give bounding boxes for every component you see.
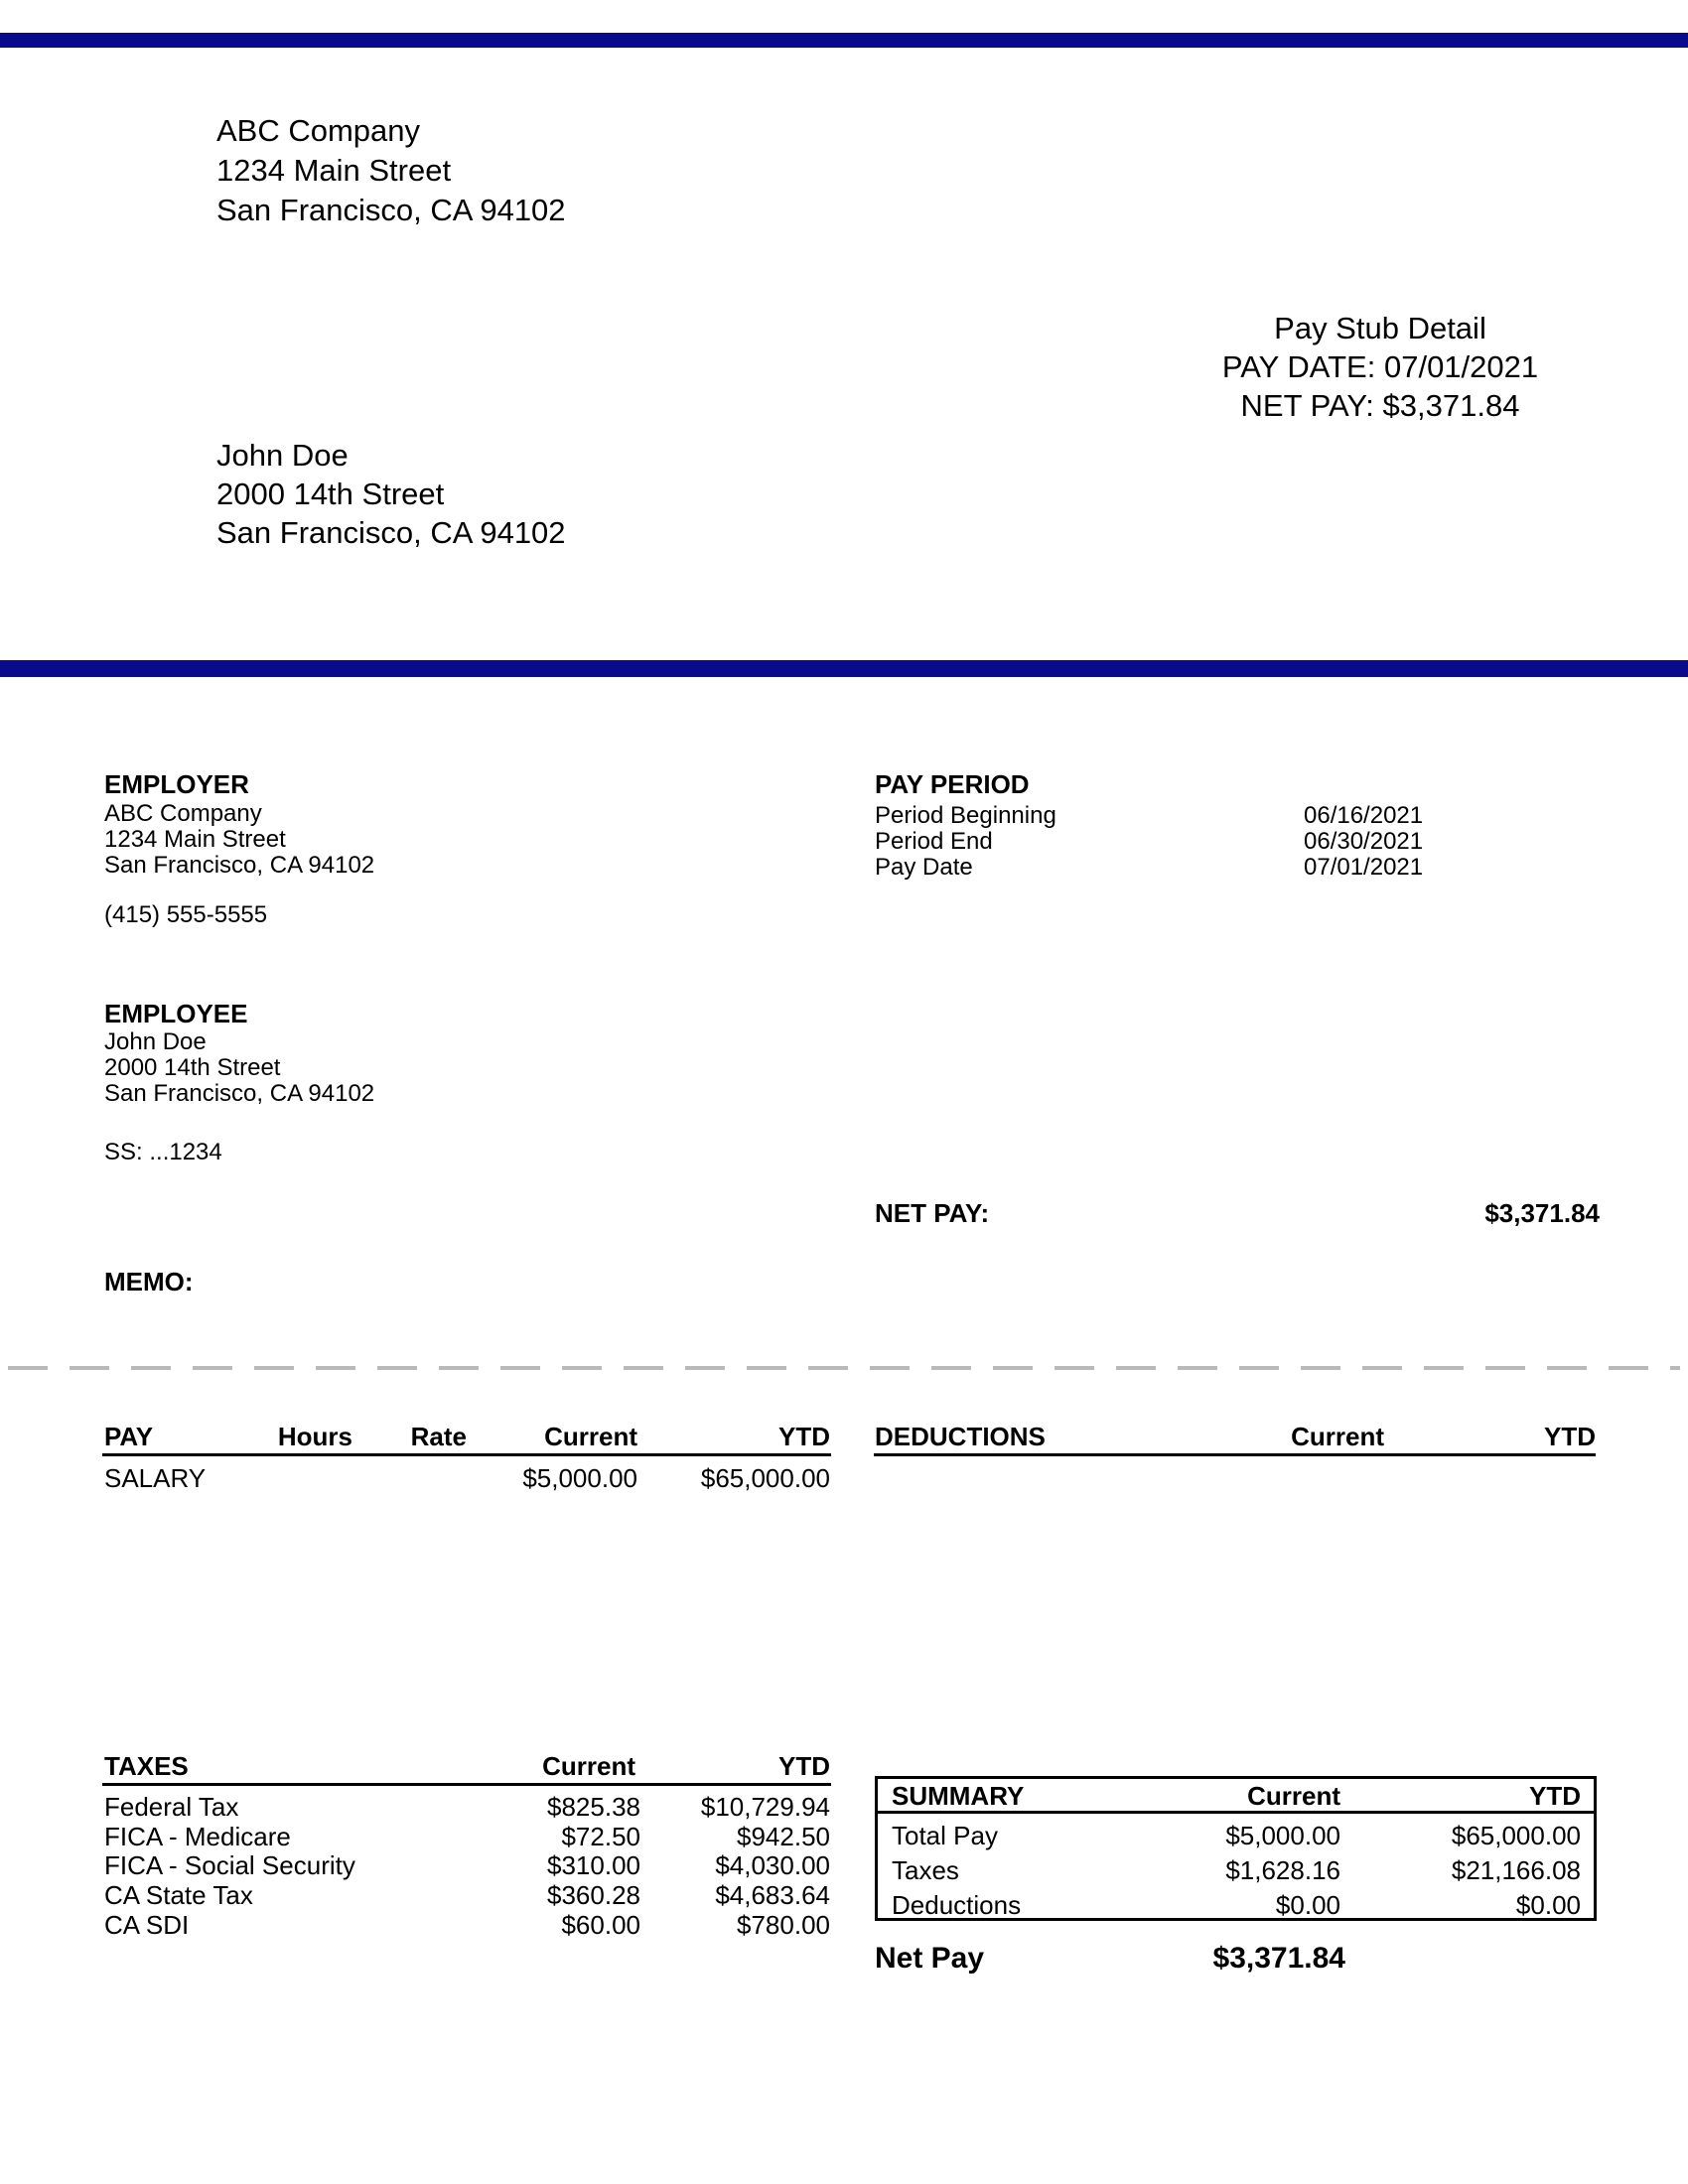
taxes-header-name: TAXES bbox=[104, 1751, 189, 1781]
pay-row-name: SALARY bbox=[104, 1463, 207, 1493]
deductions-header-current: Current bbox=[1291, 1422, 1384, 1451]
table-row bbox=[104, 1881, 831, 1911]
tax-current: $825.38 bbox=[547, 1792, 640, 1822]
period-beginning-label: Period Beginning bbox=[875, 802, 1056, 829]
company-street: 1234 Main Street bbox=[216, 153, 452, 188]
netpay-row-label: NET PAY: bbox=[875, 1198, 990, 1228]
employee-ssn: SS: ...1234 bbox=[104, 1139, 222, 1165]
summary-row-name: Taxes bbox=[892, 1855, 959, 1885]
tax-ytd: $10,729.94 bbox=[700, 1792, 830, 1822]
employee-section-city: San Francisco, CA 94102 bbox=[104, 1080, 375, 1107]
summary-box bbox=[875, 1776, 1597, 1921]
summary-row-name: Total Pay bbox=[892, 1821, 998, 1850]
net-pay-line bbox=[1182, 386, 1579, 425]
employee-section-street: 2000 14th Street bbox=[104, 1054, 281, 1081]
summary-netpay-value: $3,371.84 bbox=[1212, 1942, 1345, 1975]
table-row bbox=[878, 1888, 1594, 1923]
top-accent-bar bbox=[0, 33, 1688, 48]
table-row bbox=[104, 1793, 831, 1823]
tax-name: FICA - Social Security bbox=[104, 1850, 355, 1881]
company-address-block bbox=[216, 111, 566, 230]
summary-row-ytd: $65,000.00 bbox=[1451, 1821, 1581, 1850]
netpay-row-value: $3,371.84 bbox=[1484, 1198, 1600, 1228]
tax-ytd: $4,683.64 bbox=[715, 1880, 830, 1911]
middle-accent-bar bbox=[0, 660, 1688, 677]
employer-phone: (415) 555-5555 bbox=[104, 901, 268, 928]
tax-name: CA State Tax bbox=[104, 1880, 253, 1911]
summary-header-ytd: YTD bbox=[1529, 1781, 1581, 1811]
summary-rows bbox=[878, 1814, 1594, 1923]
table-row bbox=[104, 1911, 831, 1941]
net-pay-label: NET PAY: bbox=[1240, 388, 1374, 423]
net-pay-value: $3,371.84 bbox=[1382, 388, 1520, 423]
employee-street: 2000 14th Street bbox=[216, 477, 445, 511]
period-end-label: Period End bbox=[875, 828, 993, 855]
summary-row-name: Deductions bbox=[892, 1890, 1022, 1920]
employee-name: John Doe bbox=[216, 438, 349, 473]
summary-row-current: $1,628.16 bbox=[1225, 1855, 1340, 1885]
tax-current: $72.50 bbox=[561, 1821, 640, 1851]
summary-row-ytd: $21,166.08 bbox=[1451, 1855, 1581, 1885]
summary-row-current: $5,000.00 bbox=[1225, 1821, 1340, 1850]
employee-city: San Francisco, CA 94102 bbox=[216, 515, 566, 550]
employer-section-heading: EMPLOYER bbox=[104, 769, 249, 799]
tax-ytd: $780.00 bbox=[737, 1909, 830, 1940]
pay-table-header-rate: Rate bbox=[410, 1422, 467, 1451]
taxes-header-rule bbox=[102, 1783, 831, 1786]
pay-table-header-rule bbox=[102, 1453, 831, 1456]
memo-label: MEMO: bbox=[104, 1267, 194, 1297]
employer-section-address bbox=[104, 801, 374, 879]
taxes-header-current: Current bbox=[542, 1751, 635, 1781]
tax-current: $360.28 bbox=[547, 1880, 640, 1911]
pay-date-value: 07/01/2021 bbox=[1383, 349, 1539, 384]
employee-section-heading: EMPLOYEE bbox=[104, 999, 248, 1028]
tax-ytd: $942.50 bbox=[737, 1821, 830, 1851]
table-row bbox=[104, 1851, 831, 1881]
company-name: ABC Company bbox=[216, 113, 421, 148]
pay-date-row-value: 07/01/2021 bbox=[1304, 854, 1424, 881]
tax-current: $310.00 bbox=[547, 1850, 640, 1881]
deductions-header-rule bbox=[874, 1453, 1596, 1456]
pay-date-label: PAY DATE: bbox=[1221, 349, 1376, 384]
pay-date-row-label: Pay Date bbox=[875, 854, 973, 881]
pay-stub-title: Pay Stub Detail bbox=[1274, 311, 1486, 345]
employee-section-name: John Doe bbox=[104, 1028, 207, 1055]
period-beginning-value: 06/16/2021 bbox=[1304, 802, 1424, 829]
pay-row-ytd: $65,000.00 bbox=[700, 1463, 830, 1493]
summary-row-ytd: $0.00 bbox=[1515, 1890, 1581, 1920]
period-end-value: 06/30/2021 bbox=[1304, 828, 1424, 855]
pay-table-header-hours: Hours bbox=[277, 1422, 352, 1451]
table-row bbox=[878, 1853, 1594, 1888]
employee-address-block bbox=[216, 436, 566, 552]
perforation-dashed-line bbox=[8, 1366, 1680, 1370]
tax-name: Federal Tax bbox=[104, 1792, 239, 1822]
taxes-header-ytd: YTD bbox=[778, 1751, 830, 1781]
deductions-header-name: DEDUCTIONS bbox=[875, 1422, 1046, 1451]
pay-date-line bbox=[1182, 347, 1579, 386]
employee-section-address bbox=[104, 1029, 374, 1107]
employer-name: ABC Company bbox=[104, 800, 262, 827]
summary-netpay-label: Net Pay bbox=[875, 1942, 985, 1975]
pay-stub-detail-block bbox=[1182, 309, 1579, 425]
employer-city: San Francisco, CA 94102 bbox=[104, 852, 375, 879]
company-city: San Francisco, CA 94102 bbox=[216, 193, 566, 227]
taxes-rows bbox=[104, 1793, 831, 1941]
deductions-header-ytd: YTD bbox=[1544, 1422, 1596, 1451]
table-row bbox=[878, 1819, 1594, 1853]
summary-header-current: Current bbox=[1247, 1781, 1340, 1811]
pay-table-header-current: Current bbox=[544, 1422, 637, 1451]
pay-table-header-name: PAY bbox=[104, 1422, 154, 1451]
pay-period-heading: PAY PERIOD bbox=[875, 769, 1030, 799]
employer-street: 1234 Main Street bbox=[104, 826, 286, 853]
tax-name: CA SDI bbox=[104, 1909, 190, 1940]
summary-row-current: $0.00 bbox=[1275, 1890, 1340, 1920]
pay-row-current: $5,000.00 bbox=[522, 1463, 637, 1493]
table-row bbox=[104, 1823, 831, 1852]
pay-table-header-ytd: YTD bbox=[778, 1422, 830, 1451]
summary-header-row bbox=[878, 1779, 1594, 1814]
summary-header-name: SUMMARY bbox=[892, 1781, 1025, 1811]
tax-ytd: $4,030.00 bbox=[715, 1850, 830, 1881]
tax-current: $60.00 bbox=[561, 1909, 640, 1940]
tax-name: FICA - Medicare bbox=[104, 1821, 291, 1851]
